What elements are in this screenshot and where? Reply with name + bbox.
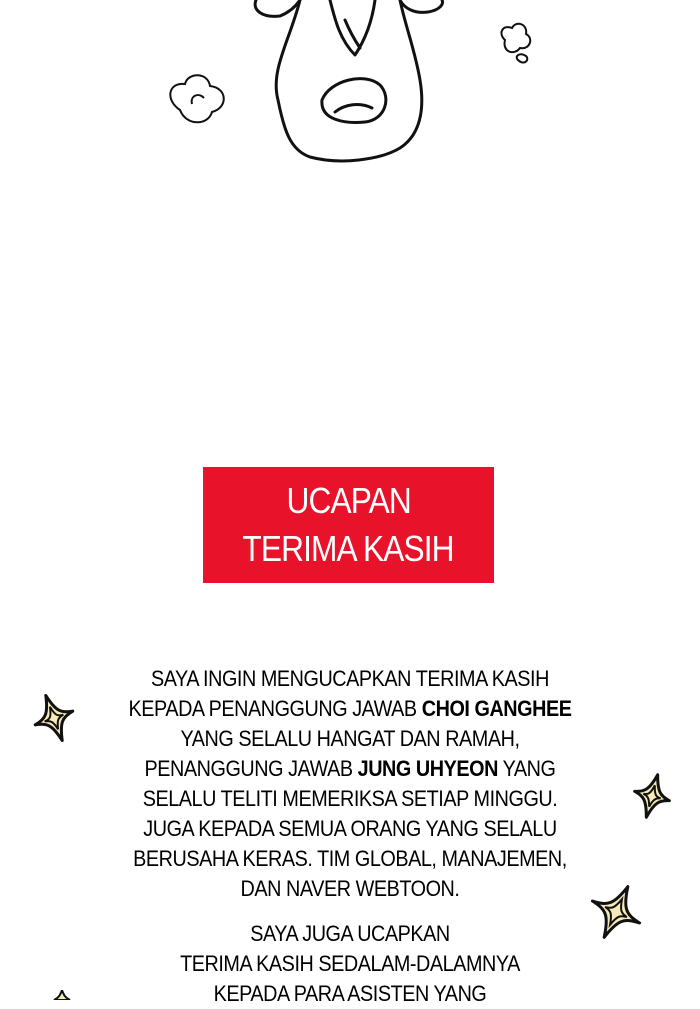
acknowledgement-paragraph-1 [40,664,660,904]
text-fragment: KEPADA PENANGGUNG JAWAB [128,696,422,721]
name-highlight: CHOI GANGHEE [421,696,572,721]
text-line: SELALU TELITI MEMERIKSA SETIAP MINGGU. [142,786,558,811]
text-line [71,694,629,724]
text-line: SAYA JUGA UCAPKAN [250,921,450,946]
text-line: DAN NAVER WEBTOON. [240,876,460,901]
title-line-1: UCAPAN [286,480,411,521]
text-line: TERIMA KASIH SEDALAM-DALAMNYA [180,951,520,976]
text-line: SAYA INGIN MENGUCAPKAN TERIMA KASIH [151,666,549,691]
title-banner [203,467,494,583]
text-line: BERUSAHA KERAS. TIM GLOBAL, MANAJEMEN, [133,846,567,871]
sparkle-icon [52,990,72,1000]
text-line [71,754,629,784]
title-line-2: TERIMA KASIH [242,528,455,569]
sparkle-icon [30,690,78,746]
name-highlight: JUNG UHYEON [357,756,498,781]
text-line: YANG SELALU HANGAT DAN RAMAH, [180,726,520,751]
text-line: KEPADA PARA ASISTEN YANG [213,981,487,1006]
sparkle-icon [630,770,674,822]
text-fragment: YANG [497,756,556,781]
text-line: JUGA KEPADA SEMUA ORANG YANG SELALU [143,816,557,841]
sparkle-icon [586,880,646,944]
character-illustration [0,0,700,200]
text-fragment: PENANGGUNG JAWAB [144,756,358,781]
acknowledgement-paragraph-2 [40,919,660,1009]
